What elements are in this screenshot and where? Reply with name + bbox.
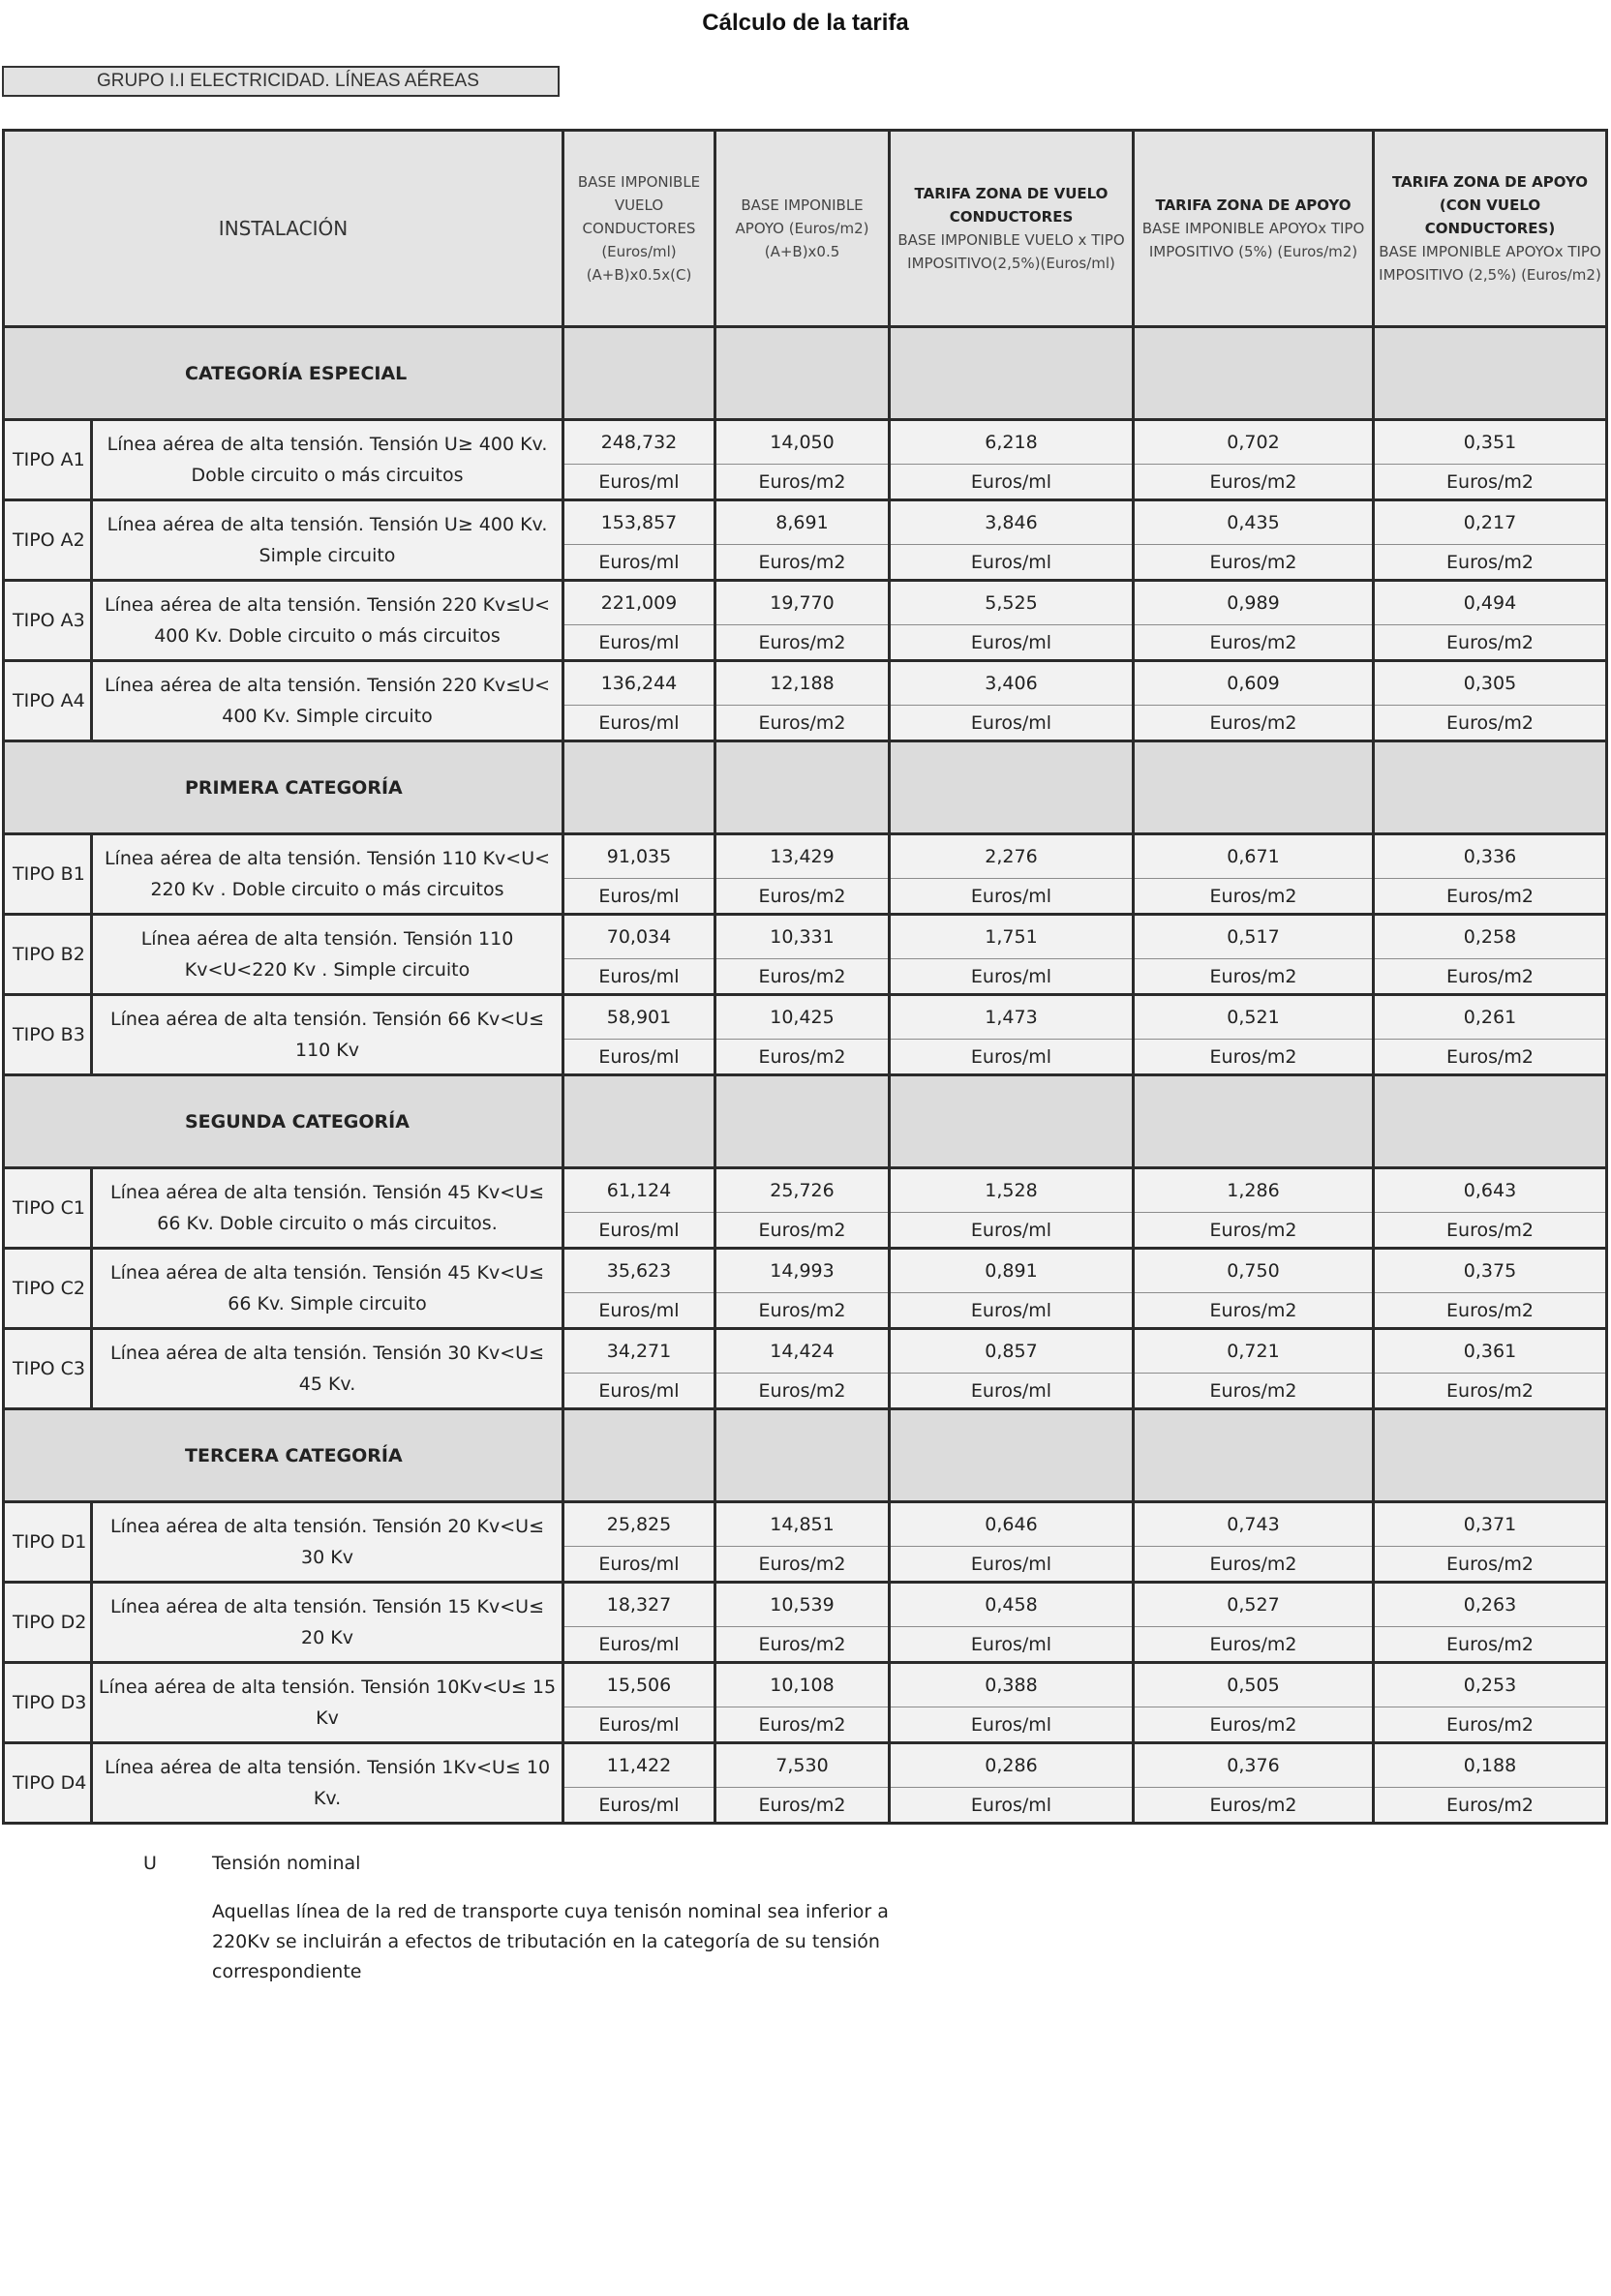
category-empty-cell <box>1134 741 1374 834</box>
value-cell: 0,702 <box>1134 420 1374 465</box>
value-cell: 0,494 <box>1374 581 1607 625</box>
unit-cell: Euros/m2 <box>1134 879 1374 915</box>
header-tarifa-apoyo <box>1134 131 1374 327</box>
unit-cell: Euros/ml <box>563 465 715 500</box>
description-cell: Línea aérea de alta tensión. Tensión 45 Kv<U≤ 66 Kv. Doble circuito o más circuitos. <box>92 1168 563 1249</box>
unit-cell: Euros/m2 <box>1134 706 1374 741</box>
tipo-cell: TIPO A4 <box>4 661 92 741</box>
unit-cell: Euros/m2 <box>715 1547 890 1583</box>
table-row <box>4 834 1607 879</box>
category-empty-cell <box>563 1075 715 1168</box>
category-empty-cell <box>563 741 715 834</box>
header-base-apoyo <box>715 131 890 327</box>
unit-cell: Euros/ml <box>563 1213 715 1249</box>
value-cell: 0,505 <box>1134 1663 1374 1707</box>
value-cell: 91,035 <box>563 834 715 879</box>
header-text: BASE IMPONIBLE VUELO CONDUCTORES (Euros/ml) (A+B)x0.5x(C) <box>577 173 701 284</box>
unit-cell: Euros/m2 <box>1134 1374 1374 1409</box>
category-row <box>4 1075 1607 1168</box>
table-row <box>4 500 1607 545</box>
unit-cell: Euros/m2 <box>715 879 890 915</box>
value-cell: 0,435 <box>1134 500 1374 545</box>
description-cell: Línea aérea de alta tensión. Tensión 30 Kv<U≤ 45 Kv. <box>92 1329 563 1409</box>
unit-cell: Euros/m2 <box>1374 1627 1607 1663</box>
value-cell: 18,327 <box>563 1583 715 1627</box>
unit-cell: Euros/m2 <box>715 1374 890 1409</box>
value-cell: 12,188 <box>715 661 890 706</box>
unit-cell: Euros/m2 <box>1374 1213 1607 1249</box>
value-cell: 25,726 <box>715 1168 890 1213</box>
tipo-cell: TIPO B1 <box>4 834 92 915</box>
unit-cell: Euros/m2 <box>715 1707 890 1743</box>
value-cell: 11,422 <box>563 1743 715 1788</box>
unit-cell: Euros/m2 <box>1374 1040 1607 1075</box>
value-cell: 35,623 <box>563 1249 715 1293</box>
unit-cell: Euros/ml <box>563 959 715 995</box>
value-cell: 70,034 <box>563 915 715 959</box>
header-bold: TARIFA ZONA DE APOYO <box>1155 196 1352 214</box>
value-cell: 0,891 <box>890 1249 1134 1293</box>
unit-cell: Euros/m2 <box>1374 706 1607 741</box>
value-cell: 0,521 <box>1134 995 1374 1040</box>
category-empty-cell <box>1374 327 1607 420</box>
value-cell: 0,305 <box>1374 661 1607 706</box>
value-cell: 5,525 <box>890 581 1134 625</box>
value-cell: 10,108 <box>715 1663 890 1707</box>
unit-cell: Euros/m2 <box>1134 1040 1374 1075</box>
unit-cell: Euros/m2 <box>1134 1293 1374 1329</box>
category-empty-cell <box>563 1409 715 1502</box>
value-cell: 0,743 <box>1134 1502 1374 1547</box>
description-cell: Línea aérea de alta tensión. Tensión 45 Kv<U≤ 66 Kv. Simple circuito <box>92 1249 563 1329</box>
unit-cell: Euros/m2 <box>715 1627 890 1663</box>
tipo-cell: TIPO B2 <box>4 915 92 995</box>
unit-cell: Euros/m2 <box>1374 1788 1607 1824</box>
value-cell: 0,376 <box>1134 1743 1374 1788</box>
value-cell: 1,473 <box>890 995 1134 1040</box>
table-row <box>4 995 1607 1040</box>
value-cell: 0,458 <box>890 1583 1134 1627</box>
value-cell: 3,846 <box>890 500 1134 545</box>
unit-cell: Euros/ml <box>890 1213 1134 1249</box>
unit-cell: Euros/m2 <box>1134 1707 1374 1743</box>
value-cell: 0,336 <box>1374 834 1607 879</box>
unit-cell: Euros/m2 <box>1134 1788 1374 1824</box>
unit-cell: Euros/ml <box>890 1293 1134 1329</box>
value-cell: 0,609 <box>1134 661 1374 706</box>
value-cell: 0,857 <box>890 1329 1134 1374</box>
value-cell: 0,527 <box>1134 1583 1374 1627</box>
description-cell: Línea aérea de alta tensión. Tensión U≥ 400 Kv. Doble circuito o más circuitos <box>92 420 563 500</box>
category-label: TERCERA CATEGORÍA <box>4 1409 563 1502</box>
category-empty-cell <box>715 1409 890 1502</box>
header-text: BASE IMPONIBLE APOYOx TIPO IMPOSITIVO (5%) (Euros/m2) <box>1141 220 1365 260</box>
header-text: BASE IMPONIBLE VUELO x TIPO IMPOSITIVO(2,5%)(Euros/ml) <box>897 231 1125 272</box>
value-cell: 6,218 <box>890 420 1134 465</box>
legend-symbol: U <box>143 1853 157 1874</box>
value-cell: 7,530 <box>715 1743 890 1788</box>
value-cell: 0,750 <box>1134 1249 1374 1293</box>
category-label: PRIMERA CATEGORÍA <box>4 741 563 834</box>
category-empty-cell <box>715 741 890 834</box>
unit-cell: Euros/ml <box>563 1374 715 1409</box>
value-cell: 58,901 <box>563 995 715 1040</box>
value-cell: 61,124 <box>563 1168 715 1213</box>
tipo-cell: TIPO A3 <box>4 581 92 661</box>
unit-cell: Euros/m2 <box>715 1788 890 1824</box>
value-cell: 1,286 <box>1134 1168 1374 1213</box>
category-empty-cell <box>1134 1075 1374 1168</box>
header-base-vuelo <box>563 131 715 327</box>
value-cell: 10,539 <box>715 1583 890 1627</box>
unit-cell: Euros/ml <box>890 545 1134 581</box>
value-cell: 0,517 <box>1134 915 1374 959</box>
unit-cell: Euros/m2 <box>1374 1547 1607 1583</box>
value-cell: 0,263 <box>1374 1583 1607 1627</box>
value-cell: 0,217 <box>1374 500 1607 545</box>
tipo-cell: TIPO C2 <box>4 1249 92 1329</box>
table-row <box>4 1583 1607 1627</box>
value-cell: 0,286 <box>890 1743 1134 1788</box>
legend-note: Aquellas línea de la red de transporte cuya tenisón nominal sea inferior a 220Kv se incluirán a efectos de tributación en la categoría de su tensión correspondiente <box>212 1901 889 1982</box>
unit-cell: Euros/ml <box>890 879 1134 915</box>
unit-cell: Euros/m2 <box>715 1213 890 1249</box>
category-label: SEGUNDA CATEGORÍA <box>4 1075 563 1168</box>
header-instalacion: INSTALACIÓN <box>4 131 563 327</box>
header-bold: TARIFA ZONA DE APOYO (CON VUELO CONDUCTORES) <box>1392 173 1588 237</box>
unit-cell: Euros/m2 <box>1374 1293 1607 1329</box>
unit-cell: Euros/ml <box>563 1547 715 1583</box>
unit-cell: Euros/m2 <box>715 545 890 581</box>
unit-cell: Euros/m2 <box>1134 1213 1374 1249</box>
value-cell: 25,825 <box>563 1502 715 1547</box>
value-cell: 0,671 <box>1134 834 1374 879</box>
unit-cell: Euros/m2 <box>715 625 890 661</box>
unit-cell: Euros/m2 <box>1374 465 1607 500</box>
value-cell: 136,244 <box>563 661 715 706</box>
unit-cell: Euros/ml <box>563 545 715 581</box>
header-text: BASE IMPONIBLE APOYOx TIPO IMPOSITIVO (2,5%) (Euros/m2) <box>1379 243 1601 284</box>
category-empty-cell <box>890 1075 1134 1168</box>
unit-cell: Euros/ml <box>890 1547 1134 1583</box>
table-row <box>4 1502 1607 1547</box>
description-cell: Línea aérea de alta tensión. Tensión 220 Kv≤U< 400 Kv. Simple circuito <box>92 661 563 741</box>
unit-cell: Euros/ml <box>890 1374 1134 1409</box>
category-empty-cell <box>1374 741 1607 834</box>
unit-cell: Euros/ml <box>890 465 1134 500</box>
unit-cell: Euros/m2 <box>1374 545 1607 581</box>
unit-cell: Euros/ml <box>890 1040 1134 1075</box>
value-cell: 8,691 <box>715 500 890 545</box>
value-cell: 19,770 <box>715 581 890 625</box>
description-cell: Línea aérea de alta tensión. Tensión 10Kv<U≤ 15 Kv <box>92 1663 563 1743</box>
unit-cell: Euros/ml <box>563 879 715 915</box>
tipo-cell: TIPO D4 <box>4 1743 92 1824</box>
header-text: BASE IMPONIBLE APOYO (Euros/m2) (A+B)x0.5 <box>735 196 869 260</box>
tipo-cell: TIPO D2 <box>4 1583 92 1663</box>
unit-cell: Euros/m2 <box>1374 879 1607 915</box>
category-empty-cell <box>890 741 1134 834</box>
category-empty-cell <box>1374 1075 1607 1168</box>
unit-cell: Euros/ml <box>890 1707 1134 1743</box>
value-cell: 1,751 <box>890 915 1134 959</box>
tipo-cell: TIPO C1 <box>4 1168 92 1249</box>
table-row <box>4 1249 1607 1293</box>
value-cell: 0,375 <box>1374 1249 1607 1293</box>
unit-cell: Euros/ml <box>563 625 715 661</box>
unit-cell: Euros/ml <box>563 1788 715 1824</box>
category-empty-cell <box>890 327 1134 420</box>
header-tarifa-vuelo <box>890 131 1134 327</box>
unit-cell: Euros/m2 <box>715 706 890 741</box>
description-cell: Línea aérea de alta tensión. Tensión 20 Kv<U≤ 30 Kv <box>92 1502 563 1583</box>
unit-cell: Euros/ml <box>563 1293 715 1329</box>
value-cell: 2,276 <box>890 834 1134 879</box>
unit-cell: Euros/ml <box>890 959 1134 995</box>
header-bold: TARIFA ZONA DE VUELO CONDUCTORES <box>914 185 1109 226</box>
unit-cell: Euros/ml <box>563 706 715 741</box>
unit-cell: Euros/m2 <box>715 1040 890 1075</box>
tipo-cell: TIPO A2 <box>4 500 92 581</box>
unit-cell: Euros/m2 <box>1134 959 1374 995</box>
value-cell: 0,646 <box>890 1502 1134 1547</box>
description-cell: Línea aérea de alta tensión. Tensión 110 Kv<U< 220 Kv . Doble circuito o más circuitos <box>92 834 563 915</box>
unit-cell: Euros/m2 <box>1374 959 1607 995</box>
table-row <box>4 1743 1607 1788</box>
value-cell: 0,643 <box>1374 1168 1607 1213</box>
unit-cell: Euros/ml <box>563 1707 715 1743</box>
legend-term: Tensión nominal <box>212 1853 361 1874</box>
description-cell: Línea aérea de alta tensión. Tensión 15 Kv<U≤ 20 Kv <box>92 1583 563 1663</box>
value-cell: 0,253 <box>1374 1663 1607 1707</box>
table-row <box>4 661 1607 706</box>
tipo-cell: TIPO D3 <box>4 1663 92 1743</box>
unit-cell: Euros/ml <box>890 1627 1134 1663</box>
value-cell: 14,993 <box>715 1249 890 1293</box>
description-cell: Línea aérea de alta tensión. Tensión 110 Kv<U<220 Kv . Simple circuito <box>92 915 563 995</box>
unit-cell: Euros/m2 <box>1374 1374 1607 1409</box>
value-cell: 14,851 <box>715 1502 890 1547</box>
value-cell: 14,050 <box>715 420 890 465</box>
unit-cell: Euros/m2 <box>1374 625 1607 661</box>
value-cell: 10,331 <box>715 915 890 959</box>
table-row <box>4 581 1607 625</box>
value-cell: 0,371 <box>1374 1502 1607 1547</box>
value-cell: 1,528 <box>890 1168 1134 1213</box>
table-row <box>4 420 1607 465</box>
unit-cell: Euros/ml <box>890 625 1134 661</box>
unit-cell: Euros/m2 <box>715 959 890 995</box>
value-cell: 221,009 <box>563 581 715 625</box>
tariff-table <box>2 129 1608 1825</box>
value-cell: 0,258 <box>1374 915 1607 959</box>
value-cell: 0,388 <box>890 1663 1134 1707</box>
unit-cell: Euros/m2 <box>715 1293 890 1329</box>
category-label: CATEGORÍA ESPECIAL <box>4 327 563 420</box>
page-title: Cálculo de la tarifa <box>702 10 909 36</box>
category-empty-cell <box>1374 1409 1607 1502</box>
value-cell: 0,361 <box>1374 1329 1607 1374</box>
unit-cell: Euros/m2 <box>715 465 890 500</box>
tipo-cell: TIPO D1 <box>4 1502 92 1583</box>
value-cell: 0,351 <box>1374 420 1607 465</box>
description-cell: Línea aérea de alta tensión. Tensión 1Kv<U≤ 10 Kv. <box>92 1743 563 1824</box>
value-cell: 14,424 <box>715 1329 890 1374</box>
tipo-cell: TIPO B3 <box>4 995 92 1075</box>
unit-cell: Euros/m2 <box>1134 465 1374 500</box>
unit-cell: Euros/ml <box>890 1788 1134 1824</box>
value-cell: 0,261 <box>1374 995 1607 1040</box>
unit-cell: Euros/ml <box>890 706 1134 741</box>
category-row <box>4 327 1607 420</box>
category-row <box>4 741 1607 834</box>
unit-cell: Euros/m2 <box>1134 1627 1374 1663</box>
category-empty-cell <box>715 327 890 420</box>
unit-cell: Euros/m2 <box>1134 545 1374 581</box>
category-row <box>4 1409 1607 1502</box>
tipo-cell: TIPO A1 <box>4 420 92 500</box>
value-cell: 13,429 <box>715 834 890 879</box>
value-cell: 0,721 <box>1134 1329 1374 1374</box>
category-empty-cell <box>1134 327 1374 420</box>
description-cell: Línea aérea de alta tensión. Tensión 66 Kv<U≤ 110 Kv <box>92 995 563 1075</box>
table-row <box>4 915 1607 959</box>
category-empty-cell <box>890 1409 1134 1502</box>
value-cell: 0,989 <box>1134 581 1374 625</box>
table-row <box>4 1663 1607 1707</box>
unit-cell: Euros/ml <box>563 1040 715 1075</box>
header-tarifa-apoyo-vuelo <box>1374 131 1607 327</box>
value-cell: 15,506 <box>563 1663 715 1707</box>
value-cell: 10,425 <box>715 995 890 1040</box>
tipo-cell: TIPO C3 <box>4 1329 92 1409</box>
category-empty-cell <box>715 1075 890 1168</box>
unit-cell: Euros/m2 <box>1134 1547 1374 1583</box>
unit-cell: Euros/m2 <box>1134 625 1374 661</box>
category-empty-cell <box>1134 1409 1374 1502</box>
unit-cell: Euros/m2 <box>1374 1707 1607 1743</box>
value-cell: 3,406 <box>890 661 1134 706</box>
value-cell: 0,188 <box>1374 1743 1607 1788</box>
table-row <box>4 1168 1607 1213</box>
category-empty-cell <box>563 327 715 420</box>
group-label: GRUPO I.I ELECTRICIDAD. LÍNEAS AÉREAS <box>2 66 560 97</box>
value-cell: 34,271 <box>563 1329 715 1374</box>
description-cell: Línea aérea de alta tensión. Tensión U≥ 400 Kv. Simple circuito <box>92 500 563 581</box>
value-cell: 248,732 <box>563 420 715 465</box>
value-cell: 153,857 <box>563 500 715 545</box>
unit-cell: Euros/ml <box>563 1627 715 1663</box>
table-body <box>4 327 1607 1824</box>
description-cell: Línea aérea de alta tensión. Tensión 220 Kv≤U< 400 Kv. Doble circuito o más circuitos <box>92 581 563 661</box>
header-row <box>4 131 1607 327</box>
table-row <box>4 1329 1607 1374</box>
